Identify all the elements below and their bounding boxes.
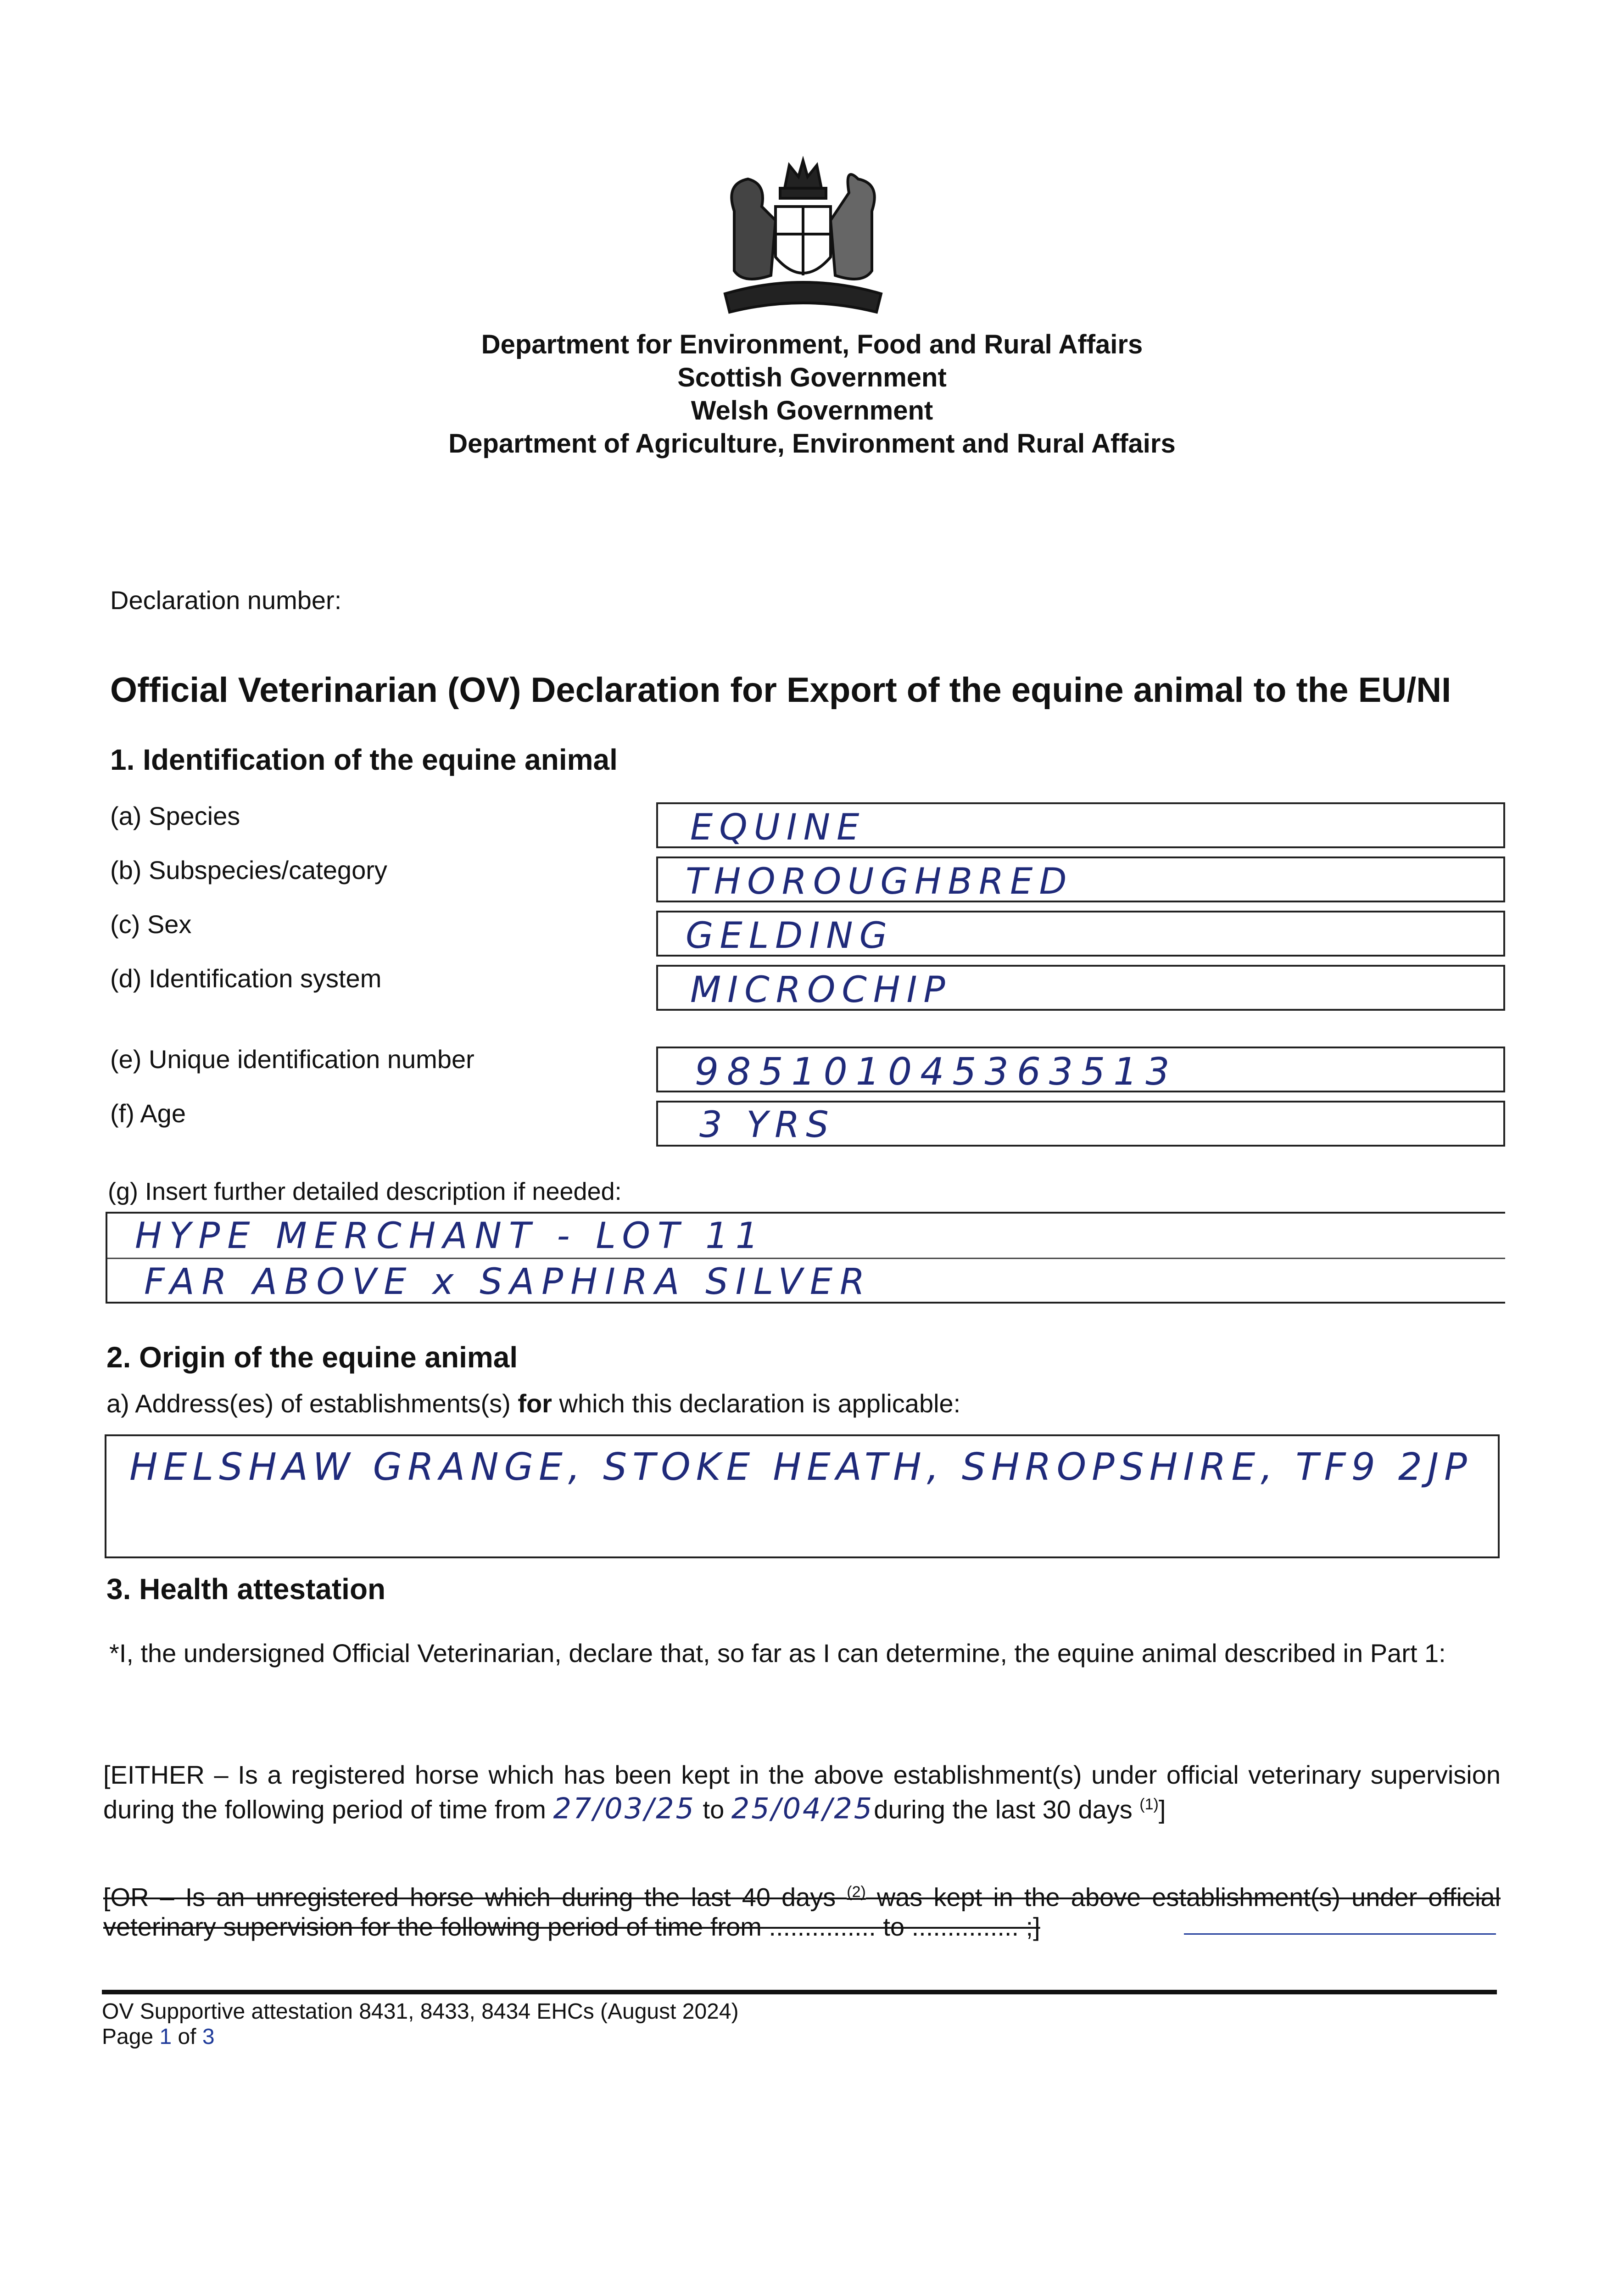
either-to-word: to (695, 1795, 731, 1824)
footer-page-of: of (172, 2025, 202, 2049)
unique-id-field (656, 1047, 1505, 1092)
document-title: Official Veterinarian (OV) Declaration for Export of the equine animal to the EU/NI (110, 671, 1451, 710)
establishment-address-label-suffix: which this declaration is applicable: (552, 1389, 961, 1418)
age-label: (f) Age (110, 1099, 186, 1128)
unique-id-value: 985101045363513 (695, 1050, 1178, 1094)
footer-form-reference: OV Supportive attestation 8431, 8433, 8434 EHCs (August 2024) (102, 1999, 739, 2024)
establishment-address-label (106, 1388, 960, 1418)
either-close-bracket: ] (1158, 1795, 1166, 1824)
sex-value: GELDING (686, 915, 894, 957)
department-scottish-government: Scottish Government (677, 363, 947, 392)
further-description-label: (g) Insert further detailed description if needed: (108, 1178, 622, 1205)
health-attestation-intro: *I, the undersigned Official Veterinarian, declare that, so far as I can determine, the equine animal described in Part 1: (109, 1639, 1446, 1668)
further-description-line-1: HYPE MERCHANT - LOT 11 (135, 1215, 766, 1257)
either-statement-text-end: during the last 30 days (874, 1795, 1140, 1824)
identification-system-label: (d) Identification system (110, 964, 382, 993)
or-statement-text-end: was kept in the above establishment(s) under official veterinary supervision for the following period of time from ............... to ............... ;] (103, 1882, 1501, 1941)
section1-heading: 1. Identification of the equine animal (110, 743, 618, 776)
further-description-divider (107, 1258, 1505, 1259)
footer-page-word: Page (102, 2025, 160, 2049)
sex-field (656, 911, 1505, 957)
unique-id-label: (e) Unique identification number (110, 1045, 474, 1074)
department-welsh-government: Welsh Government (691, 396, 933, 425)
footer-page-number (102, 2024, 215, 2049)
department-daera: Department of Agriculture, Environment and Rural Affairs (448, 429, 1176, 459)
or-statement-struck (103, 1877, 1501, 1942)
section2-heading: 2. Origin of the equine animal (106, 1341, 518, 1374)
strike-underline (1184, 1933, 1496, 1935)
either-footnote-ref: (1) (1139, 1796, 1159, 1813)
species-value: EQUINE (690, 807, 866, 848)
sex-label: (c) Sex (110, 910, 192, 939)
royal-coat-of-arms-icon (707, 156, 899, 321)
footer-page-current: 1 (159, 2025, 172, 2049)
subspecies-value: THOROUGHBRED (686, 861, 1073, 902)
declaration-number-label: Declaration number: (110, 586, 342, 615)
identification-system-value: MICROCHIP (690, 969, 952, 1011)
subspecies-field (656, 856, 1505, 902)
establishment-address-field (105, 1434, 1500, 1558)
establishment-address-value: HELSHAW GRANGE, STOKE HEATH, SHROPSHIRE, TF9 2JP (129, 1445, 1473, 1489)
supervision-date-to: 25/04/25 (731, 1791, 874, 1825)
supervision-date-from: 27/03/25 (553, 1791, 696, 1825)
further-description-field (106, 1212, 1505, 1304)
either-statement-text: [EITHER – Is a registered horse which has been kept in the above establishment(s) under official veterinary supervision during the following period of time from (103, 1760, 1501, 1824)
identification-system-field (656, 965, 1505, 1011)
species-field (656, 802, 1505, 848)
department-defra: Department for Environment, Food and Rural Affairs (481, 330, 1143, 359)
species-label: (a) Species (110, 801, 240, 830)
footer-rule (102, 1990, 1497, 1994)
further-description-line-2: FAR ABOVE x SAPHIRA SILVER (144, 1261, 872, 1303)
section3-heading: 3. Health attestation (106, 1573, 386, 1606)
footer-page-total: 3 (202, 2025, 215, 2049)
or-statement-text: [OR – Is an unregistered horse which during the last 40 days (103, 1882, 847, 1912)
either-statement (103, 1760, 1501, 1825)
establishment-address-label-bold: for (518, 1389, 552, 1418)
establishment-address-label-prefix: a) Address(es) of establishments(s) (106, 1389, 518, 1418)
or-footnote-ref: (2) (847, 1883, 866, 1901)
age-value: 3 YRS (699, 1104, 835, 1146)
age-field (656, 1101, 1505, 1147)
subspecies-label: (b) Subspecies/category (110, 856, 387, 884)
